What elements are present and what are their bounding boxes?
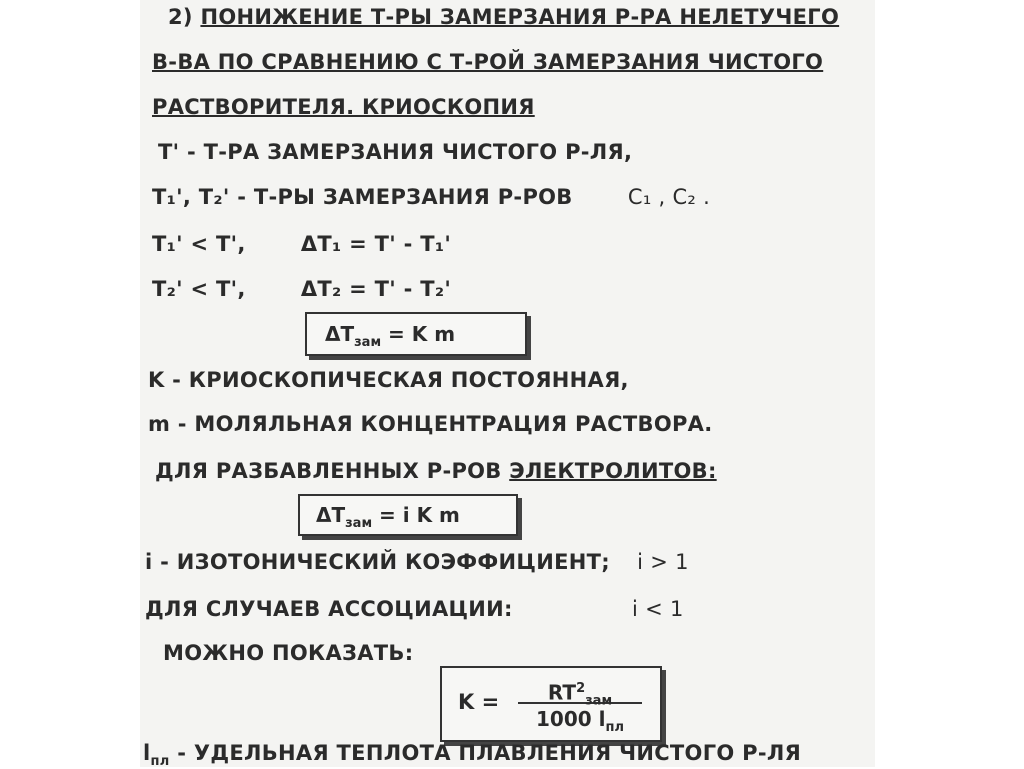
t-solutions-definition bbox=[152, 185, 710, 209]
i-definition bbox=[145, 550, 689, 574]
heading-line-1 bbox=[168, 5, 839, 29]
formula-3-num-text: RT bbox=[547, 680, 577, 705]
heading-line-2: В-ВА ПО СРАВНЕНИЮ С Т-РОЙ ЗАМЕРЗАНИЯ ЧИСТОГО bbox=[152, 50, 824, 74]
formula-2-subscript: зам bbox=[345, 516, 373, 531]
i-greater-condition: i > 1 bbox=[637, 550, 689, 574]
formula-3-numerator bbox=[518, 672, 642, 709]
formula-3-fraction bbox=[518, 672, 642, 734]
delta-row-1-equation: ΔT₁ = T' - T₁' bbox=[300, 232, 452, 256]
formula-3-den-sub: пл bbox=[605, 720, 624, 735]
delta-row-2-equation: ΔT₂ = T' - T₂' bbox=[300, 277, 452, 301]
delta-row-1-condition: T₁' < T', bbox=[152, 232, 246, 256]
heading-text-1: ПОНИЖЕНИЕ Т-РЫ ЗАМЕРЗАНИЯ Р-РА НЕЛЕТУЧЕГО bbox=[200, 5, 840, 29]
formula-box-1 bbox=[305, 312, 527, 356]
formula-3-lhs: K = bbox=[458, 690, 500, 714]
heading-number: 2) bbox=[168, 5, 193, 29]
formula-3-num-sup: 2 bbox=[576, 681, 586, 696]
electrolytes-word: ЭЛЕКТРОЛИТОВ: bbox=[509, 459, 717, 483]
formula-box-3 bbox=[440, 666, 662, 742]
association-text: ДЛЯ СЛУЧАЕВ АССОЦИАЦИИ: bbox=[145, 597, 513, 621]
electrolytes-prefix: ДЛЯ РАЗБАВЛЕННЫХ Р-РОВ bbox=[155, 459, 502, 483]
concentrations-text: C₁ , C₂ . bbox=[627, 185, 711, 209]
electrolytes-line bbox=[155, 459, 717, 483]
delta-row-1 bbox=[152, 232, 451, 256]
formula-1-subscript: зам bbox=[354, 335, 382, 350]
heading-line-3: РАСТВОРИТЕЛЯ. КРИОСКОПИЯ bbox=[152, 95, 535, 119]
formula-2-lhs: ΔT bbox=[316, 503, 346, 527]
show-label: МОЖНО ПОКАЗАТЬ: bbox=[163, 641, 414, 665]
latent-heat-text: - УДЕЛЬНАЯ ТЕПЛОТА ПЛАВЛЕНИЯ ЧИСТОГО Р-ЛЯ bbox=[177, 741, 802, 765]
k-definition: K - КРИОСКОПИЧЕСКАЯ ПОСТОЯННАЯ, bbox=[148, 368, 629, 392]
m-definition: m - МОЛЯЛЬНАЯ КОНЦЕНТРАЦИЯ РАСТВОРА. bbox=[148, 412, 713, 436]
delta-row-2-condition: T₂' < T', bbox=[152, 277, 246, 301]
formula-box-2 bbox=[298, 494, 518, 536]
i-definition-text: i - ИЗОТОНИЧЕСКИЙ КОЭФФИЦИЕНТ; bbox=[145, 550, 610, 574]
latent-heat-definition bbox=[143, 741, 801, 769]
latent-heat-symbol: l bbox=[143, 741, 151, 765]
i-less-condition: i < 1 bbox=[632, 597, 684, 621]
association-line bbox=[145, 597, 513, 621]
formula-2-rhs: = i K m bbox=[379, 503, 460, 527]
latent-heat-subscript: пл bbox=[150, 754, 170, 769]
t-solutions-text: T₁', T₂' - Т-РЫ ЗАМЕРЗАНИЯ Р-РОВ bbox=[152, 185, 573, 209]
delta-row-2 bbox=[152, 277, 451, 301]
formula-3-denominator bbox=[518, 704, 642, 734]
t-pure-definition: T' - Т-РА ЗАМЕРЗАНИЯ ЧИСТОГО Р-ЛЯ, bbox=[158, 140, 633, 164]
formula-1-rhs: = K m bbox=[388, 322, 456, 346]
formula-1-lhs: ΔT bbox=[325, 322, 355, 346]
formula-3-num-sub: зам bbox=[585, 693, 613, 709]
formula-3-den-text: 1000 l bbox=[536, 707, 606, 731]
